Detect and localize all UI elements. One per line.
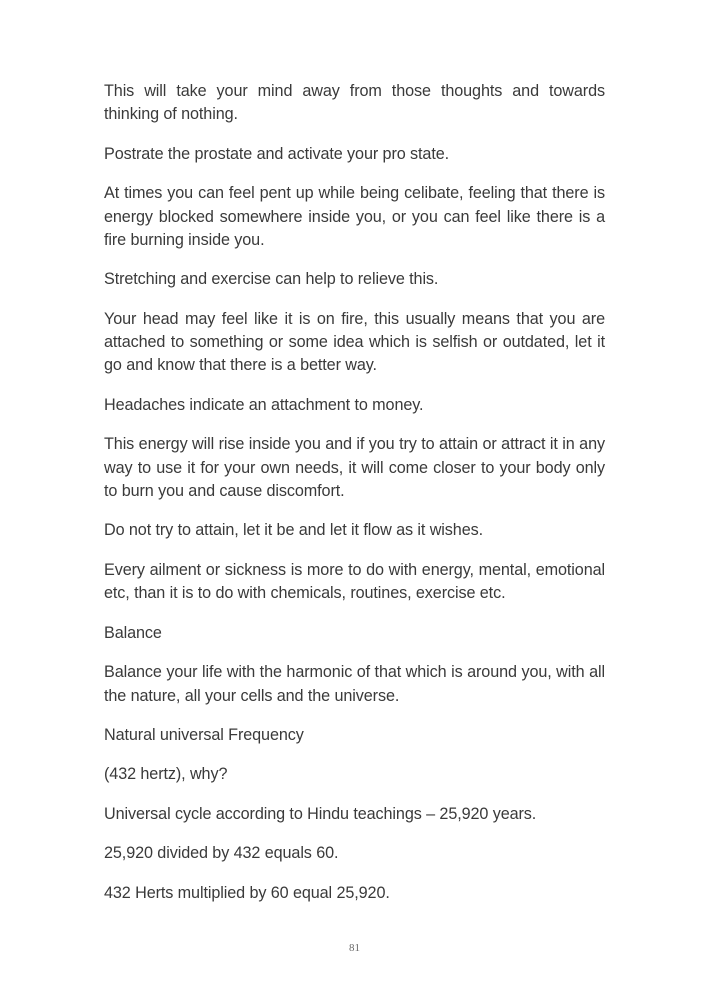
paragraph-head-on-fire: Your head may feel like it is on fire, this usually means that you are attached to something or some idea which is selfish or outdated, let it go and know that there is a better way. — [104, 309, 605, 375]
paragraph-stretching: Stretching and exercise can help to relieve this. — [104, 270, 439, 289]
paragraph-do-not-attain: Do not try to attain, let it be and let it flow as it wishes. — [104, 521, 483, 540]
section-heading-frequency: Natural universal Frequency — [104, 726, 304, 744]
paragraph-headaches: Headaches indicate an attachment to money. — [104, 395, 424, 414]
paragraph-prostate: Postrate the prostate and activate your pro state. — [104, 144, 450, 163]
section-heading-balance: Balance — [104, 623, 162, 642]
paragraph-balance-life: Balance your life with the harmonic of that which is around you, with all the nature, all your cells and the universe. — [104, 663, 605, 705]
paragraph-multiplied: 432 Herts multiplied by 60 equal 25,920. — [104, 883, 390, 902]
page-body — [104, 80, 605, 921]
paragraph-mind-away: This will take your mind away from those thoughts and towards thinking of nothing. — [104, 82, 605, 124]
paragraph-pent-up: At times you can feel pent up while being celibate, feeling that there is energy blocked somewhere inside you, or you can feel like there is a fire burning inside you. — [104, 184, 605, 249]
paragraph-energy-rise: This energy will rise inside you and if you try to attain or attract it in any way to use it for your own needs, it will come closer to your body only to burn you and cause discomfort. — [104, 435, 605, 500]
paragraph-ailment: Every ailment or sickness is more to do with energy, mental, emotional etc, than it is to do with chemicals, routines, exercise etc. — [104, 560, 605, 603]
paragraph-432-hertz: (432 hertz), why? — [104, 765, 228, 784]
page-number: 81 — [349, 942, 360, 954]
paragraph-divided: 25,920 divided by 432 equals 60. — [104, 844, 339, 863]
paragraph-universal-cycle: Universal cycle according to Hindu teachings – 25,920 years. — [104, 804, 537, 823]
